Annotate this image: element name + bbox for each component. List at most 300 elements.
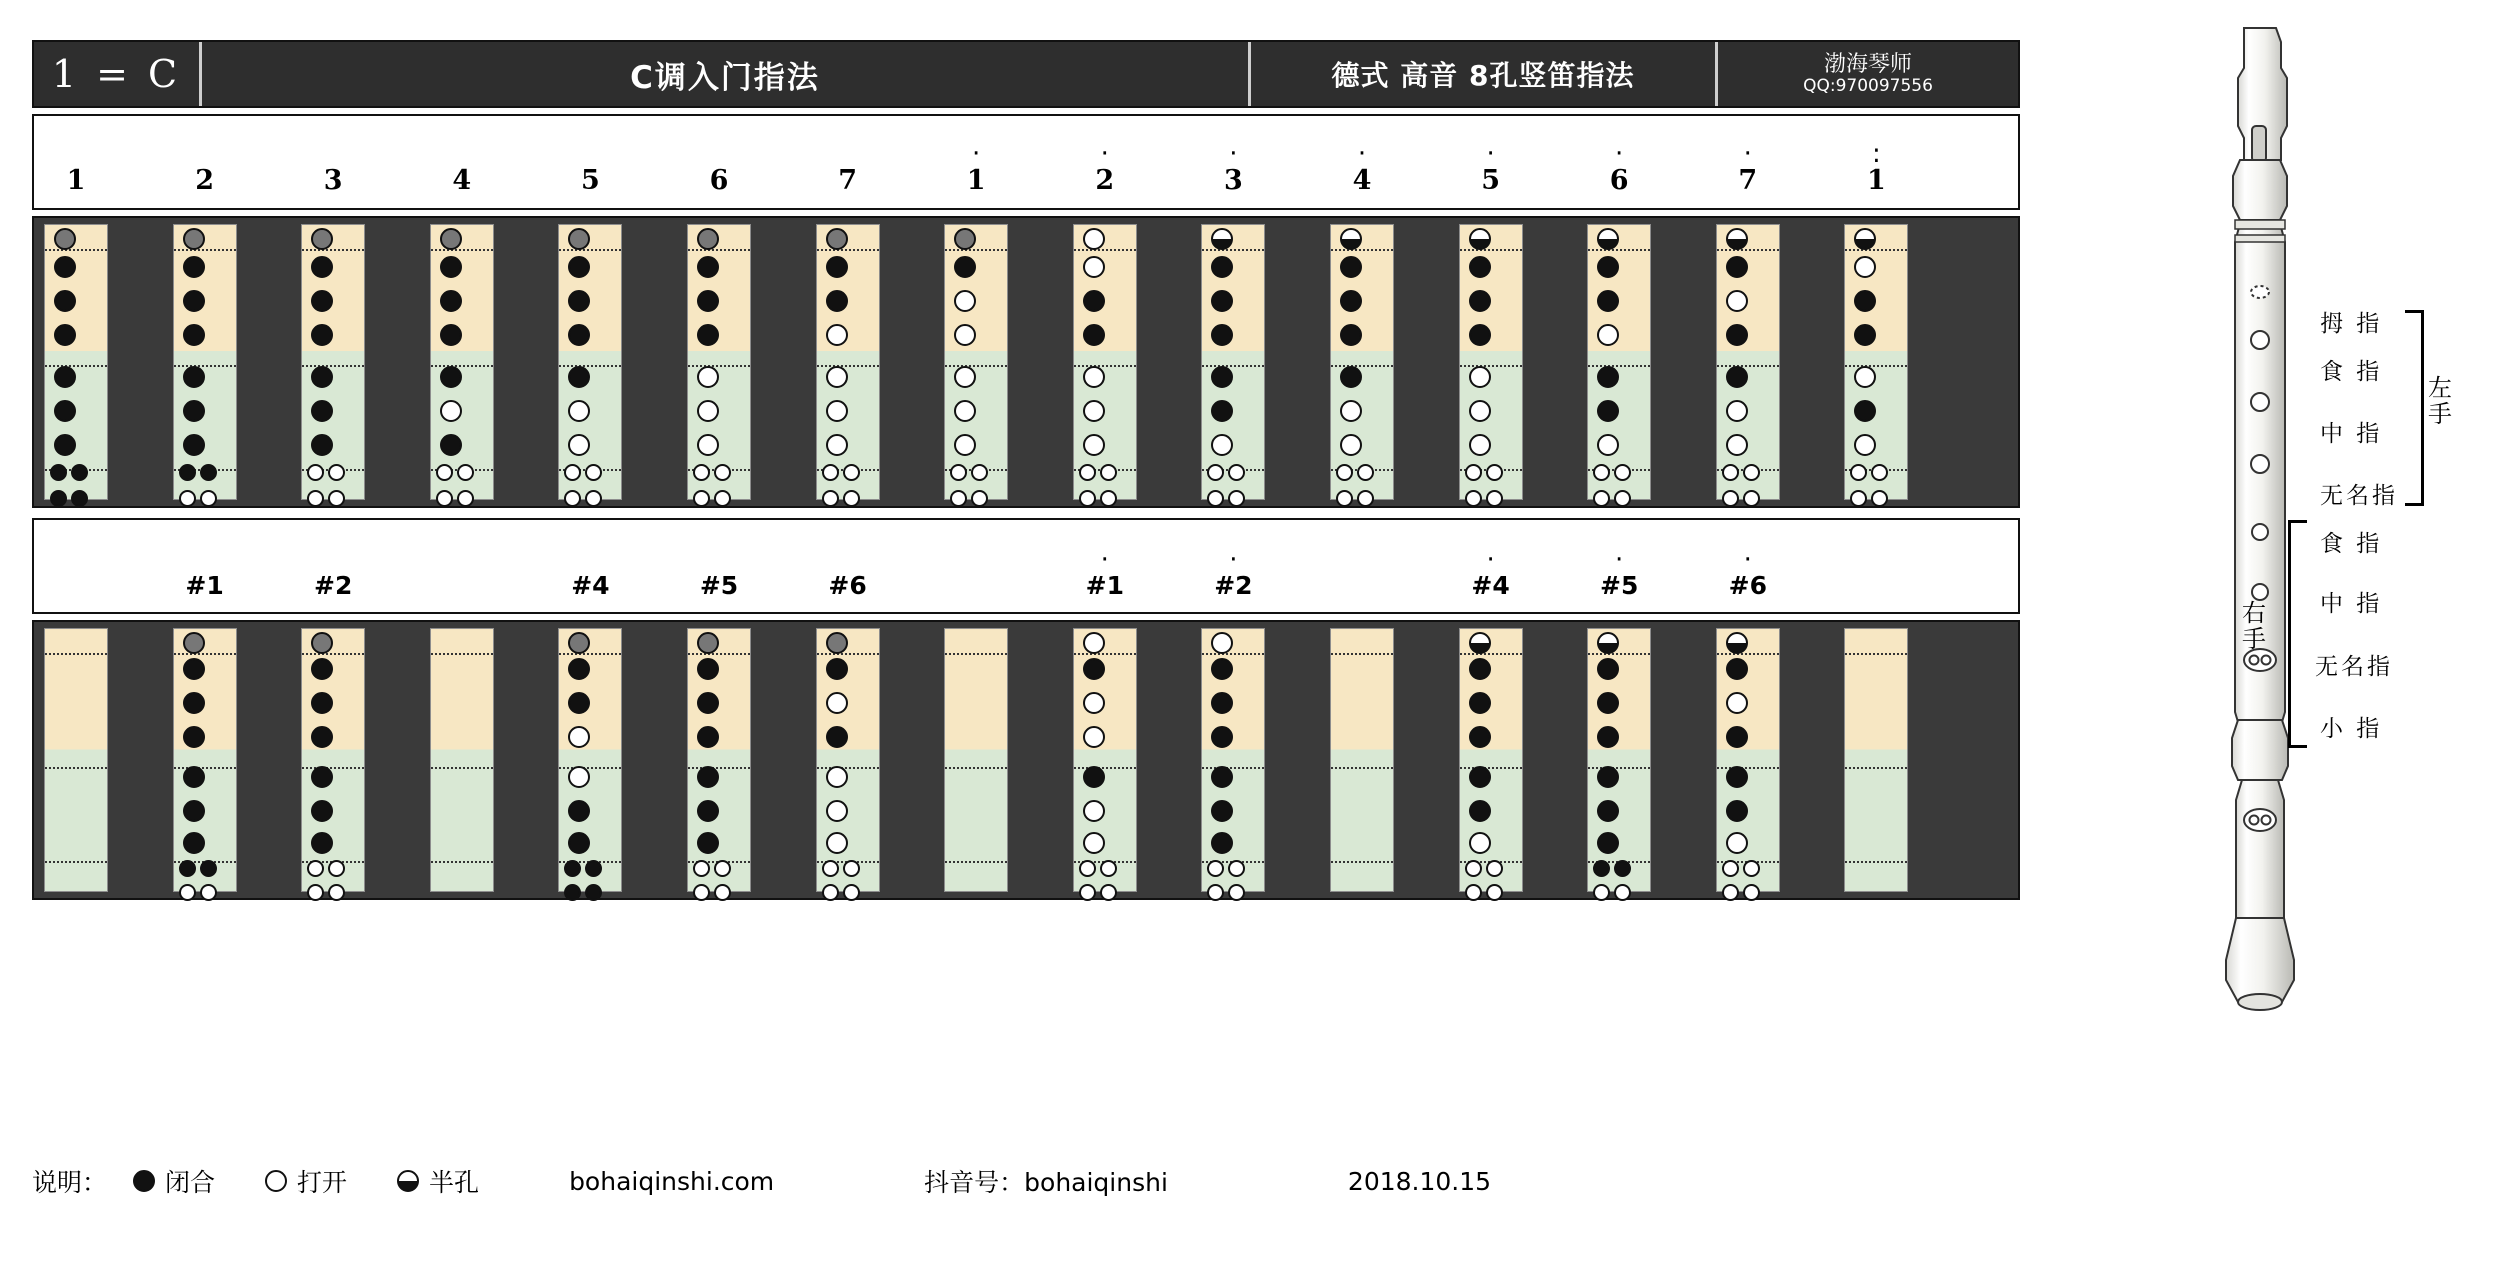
sharp-note-sharp2 bbox=[273, 520, 393, 612]
closed-hole-icon bbox=[1340, 324, 1362, 346]
half-hole-icon bbox=[1726, 228, 1748, 250]
open-hole-icon bbox=[200, 490, 217, 507]
left-finger-label-3: 无名指 bbox=[2320, 483, 2398, 509]
closed-hole-icon bbox=[1726, 800, 1748, 822]
open-hole-icon bbox=[826, 766, 848, 788]
open-hole-icon bbox=[1079, 464, 1096, 481]
note-label: 2 bbox=[1095, 165, 1115, 196]
note-label: 7 bbox=[838, 165, 857, 196]
divider bbox=[559, 249, 621, 251]
open-hole-icon bbox=[971, 490, 988, 507]
closed-hole-icon bbox=[1469, 766, 1491, 788]
closed-hole-icon bbox=[200, 464, 217, 481]
open-hole-icon bbox=[1340, 434, 1362, 456]
sharp-note-row bbox=[32, 518, 2020, 614]
divider bbox=[1845, 653, 1907, 655]
divider bbox=[174, 653, 236, 655]
open-hole-icon bbox=[1726, 434, 1748, 456]
sharp-note-sharp4 bbox=[1431, 520, 1551, 612]
natural-note-7 bbox=[1688, 116, 1808, 208]
open-hole-icon bbox=[1083, 434, 1105, 456]
closed-hole-icon bbox=[1469, 692, 1491, 714]
right-finger-label-3: 小 指 bbox=[2320, 716, 2383, 742]
note-label: 5 bbox=[580, 165, 600, 196]
note-label: 4 bbox=[452, 165, 472, 196]
natural-note-6 bbox=[659, 116, 779, 208]
divider bbox=[1331, 365, 1393, 367]
left-finger-label-0: 拇 指 bbox=[2320, 311, 2383, 337]
note-octave-dot: · bbox=[1229, 139, 1238, 169]
natural-note-6 bbox=[1559, 116, 1679, 208]
right-finger-label-1: 中 指 bbox=[2320, 591, 2383, 617]
open-hole-icon bbox=[1726, 832, 1748, 854]
closed-hole-icon bbox=[179, 464, 196, 481]
open-hole-icon bbox=[1083, 726, 1105, 748]
natural-note-5 bbox=[1431, 116, 1551, 208]
divider bbox=[302, 249, 364, 251]
closed-hole-icon bbox=[133, 1170, 155, 1192]
closed-hole-icon bbox=[1726, 256, 1748, 278]
sharp-note-sharp1 bbox=[1045, 520, 1165, 612]
thumb-hole-icon bbox=[183, 228, 205, 250]
divider bbox=[1845, 861, 1907, 863]
open-hole-icon bbox=[1100, 860, 1117, 877]
page-title: C调入门指法 bbox=[630, 59, 820, 96]
note-label: #4 bbox=[1471, 571, 1510, 600]
thumb-hole-icon bbox=[440, 228, 462, 250]
open-hole-icon bbox=[1465, 860, 1482, 877]
open-hole-icon bbox=[843, 464, 860, 481]
closed-hole-icon bbox=[1469, 256, 1491, 278]
open-hole-icon bbox=[1722, 490, 1739, 507]
open-hole-icon bbox=[1850, 490, 1867, 507]
fingering-column bbox=[944, 628, 1008, 892]
divider bbox=[1074, 653, 1136, 655]
note-octave-dot: · bbox=[1615, 545, 1624, 575]
divider bbox=[174, 767, 236, 769]
open-hole-icon bbox=[585, 490, 602, 507]
closed-hole-icon bbox=[1469, 290, 1491, 312]
closed-hole-icon bbox=[179, 860, 196, 877]
open-hole-icon bbox=[457, 464, 474, 481]
open-hole-icon bbox=[307, 884, 324, 901]
open-hole-icon bbox=[1079, 884, 1096, 901]
sharp-note-sharp5 bbox=[1559, 520, 1679, 612]
divider bbox=[45, 653, 107, 655]
note-label: #1 bbox=[1085, 571, 1124, 600]
closed-hole-icon bbox=[1083, 658, 1105, 680]
open-hole-icon bbox=[1357, 464, 1374, 481]
open-hole-icon bbox=[697, 400, 719, 422]
open-hole-icon bbox=[1465, 884, 1482, 901]
open-hole-icon bbox=[1083, 228, 1105, 250]
open-hole-icon bbox=[714, 490, 731, 507]
open-hole-icon bbox=[1340, 400, 1362, 422]
open-hole-icon bbox=[328, 884, 345, 901]
divider bbox=[1331, 861, 1393, 863]
divider bbox=[1588, 653, 1650, 655]
natural-note-3 bbox=[273, 116, 393, 208]
note-octave-dot: · bbox=[1743, 139, 1752, 169]
open-hole-icon bbox=[1083, 692, 1105, 714]
divider bbox=[945, 861, 1007, 863]
divider bbox=[302, 653, 364, 655]
closed-hole-icon bbox=[54, 434, 76, 456]
divider bbox=[945, 653, 1007, 655]
open-hole-icon bbox=[1083, 256, 1105, 278]
closed-hole-icon bbox=[697, 800, 719, 822]
open-hole-icon bbox=[1083, 832, 1105, 854]
douyin-id: 抖音号：bohaiqinshi bbox=[924, 1168, 1168, 1197]
divider bbox=[1717, 653, 1779, 655]
legend-closed-label: 闭合 bbox=[165, 1168, 216, 1197]
open-hole-icon bbox=[1100, 490, 1117, 507]
closed-hole-icon bbox=[71, 490, 88, 507]
right-hand-brace bbox=[2288, 520, 2307, 748]
open-hole-icon bbox=[1336, 464, 1353, 481]
divider bbox=[1845, 365, 1907, 367]
open-hole-icon bbox=[826, 832, 848, 854]
open-hole-icon bbox=[714, 860, 731, 877]
brand-block bbox=[1718, 42, 2018, 106]
closed-hole-icon bbox=[183, 400, 205, 422]
closed-hole-icon bbox=[440, 256, 462, 278]
closed-hole-icon bbox=[200, 860, 217, 877]
open-hole-icon bbox=[1469, 832, 1491, 854]
natural-fingering-grid bbox=[32, 216, 2020, 508]
website-link[interactable]: bohaiqinshi.com bbox=[569, 1166, 775, 1196]
right-hand-label: 右 手 bbox=[2242, 599, 2269, 654]
note-octave-dot: · bbox=[1486, 139, 1495, 169]
note-label: 3 bbox=[323, 165, 343, 196]
divider bbox=[1074, 365, 1136, 367]
open-hole-icon bbox=[697, 366, 719, 388]
closed-hole-icon bbox=[1469, 726, 1491, 748]
closed-hole-icon bbox=[183, 658, 205, 680]
open-hole-icon bbox=[1614, 490, 1631, 507]
chart-date: 2018.10.15 bbox=[1347, 1166, 1492, 1196]
note-octave-dot: · bbox=[1357, 139, 1367, 169]
note-label: 7 bbox=[1738, 165, 1758, 196]
fingering-column bbox=[430, 628, 494, 892]
half-hole-icon bbox=[1469, 228, 1491, 250]
recorder-illustration-panel bbox=[2060, 20, 2480, 1270]
open-hole-icon bbox=[436, 490, 453, 507]
legend-open-label: 打开 bbox=[297, 1168, 348, 1197]
open-hole-icon bbox=[1486, 464, 1503, 481]
open-hole-icon bbox=[1100, 464, 1117, 481]
open-hole-icon bbox=[843, 860, 860, 877]
note-label: 1 bbox=[966, 165, 986, 196]
divider bbox=[688, 365, 750, 367]
note-octave-dot: · bbox=[1743, 545, 1752, 575]
closed-hole-icon bbox=[440, 290, 462, 312]
divider bbox=[1202, 365, 1264, 367]
note-label: #6 bbox=[828, 571, 867, 600]
divider bbox=[945, 767, 1007, 769]
closed-hole-icon bbox=[697, 324, 719, 346]
divider bbox=[431, 653, 493, 655]
open-hole-icon bbox=[1100, 884, 1117, 901]
divider bbox=[1460, 249, 1522, 251]
open-hole-icon bbox=[822, 490, 839, 507]
note-label: 1 bbox=[66, 165, 86, 196]
divider bbox=[45, 861, 107, 863]
closed-hole-icon bbox=[585, 884, 602, 901]
closed-hole-icon bbox=[183, 434, 205, 456]
closed-hole-icon bbox=[183, 256, 205, 278]
open-hole-icon bbox=[1486, 490, 1503, 507]
divider bbox=[1202, 767, 1264, 769]
divider bbox=[45, 365, 107, 367]
open-hole-icon bbox=[697, 434, 719, 456]
closed-hole-icon bbox=[50, 490, 67, 507]
sharp-note-sharp6 bbox=[788, 520, 908, 612]
closed-hole-icon bbox=[1726, 324, 1748, 346]
open-hole-icon bbox=[1726, 400, 1748, 422]
open-hole-icon bbox=[1743, 884, 1760, 901]
divider bbox=[1460, 365, 1522, 367]
note-octave-dot: · bbox=[1229, 545, 1238, 575]
divider bbox=[817, 365, 879, 367]
legend-prefix: 说明： bbox=[32, 1168, 108, 1197]
natural-note-4 bbox=[1302, 116, 1422, 208]
note-octave-dot: · bbox=[1100, 139, 1109, 169]
open-hole-icon bbox=[1722, 884, 1739, 901]
open-hole-icon bbox=[1486, 860, 1503, 877]
divider bbox=[174, 365, 236, 367]
open-hole-icon bbox=[1726, 692, 1748, 714]
closed-hole-icon bbox=[183, 832, 205, 854]
closed-hole-icon bbox=[1083, 766, 1105, 788]
closed-hole-icon bbox=[1726, 766, 1748, 788]
open-hole-icon bbox=[1083, 366, 1105, 388]
note-label: 6 bbox=[709, 165, 729, 196]
note-label: #6 bbox=[1728, 571, 1767, 600]
note-octave-dot: · bbox=[972, 139, 981, 169]
closed-hole-icon bbox=[564, 884, 581, 901]
closed-hole-icon bbox=[826, 726, 848, 748]
closed-hole-icon bbox=[440, 434, 462, 456]
divider bbox=[45, 767, 107, 769]
open-hole-icon bbox=[714, 464, 731, 481]
natural-note-3 bbox=[1173, 116, 1293, 208]
open-hole-icon bbox=[328, 490, 345, 507]
closed-hole-icon bbox=[50, 464, 67, 481]
closed-hole-icon bbox=[1340, 256, 1362, 278]
closed-hole-icon bbox=[1726, 658, 1748, 680]
natural-note-1 bbox=[16, 116, 136, 208]
thumb-hole-icon bbox=[697, 228, 719, 250]
closed-hole-icon bbox=[183, 366, 205, 388]
open-hole-icon bbox=[714, 884, 731, 901]
note-octave-dot: · bbox=[1486, 545, 1495, 575]
closed-hole-icon bbox=[71, 464, 88, 481]
note-label: 5 bbox=[1481, 165, 1500, 196]
open-hole-icon bbox=[1228, 490, 1245, 507]
divider bbox=[817, 249, 879, 251]
note-octave-dot: : bbox=[1872, 139, 1881, 169]
note-label: #2 bbox=[314, 571, 353, 600]
open-hole-icon bbox=[1083, 400, 1105, 422]
divider bbox=[1460, 767, 1522, 769]
sharp-note-sharp5 bbox=[659, 520, 779, 612]
open-hole-icon bbox=[1207, 884, 1224, 901]
note-label: 3 bbox=[1223, 165, 1243, 196]
divider bbox=[431, 249, 493, 251]
note-label: #1 bbox=[185, 571, 224, 600]
natural-note-2 bbox=[145, 116, 265, 208]
note-octave-dot: · bbox=[1100, 545, 1109, 575]
open-hole-icon bbox=[1743, 860, 1760, 877]
open-hole-icon bbox=[179, 490, 196, 507]
divider bbox=[431, 365, 493, 367]
closed-hole-icon bbox=[440, 324, 462, 346]
closed-hole-icon bbox=[440, 366, 462, 388]
divider bbox=[1460, 653, 1522, 655]
divider bbox=[302, 365, 364, 367]
sharp-note-sharp2 bbox=[1173, 520, 1293, 612]
open-hole-icon bbox=[307, 490, 324, 507]
open-hole-icon bbox=[1207, 490, 1224, 507]
divider bbox=[174, 249, 236, 251]
open-hole-icon bbox=[1614, 884, 1631, 901]
open-hole-icon bbox=[822, 464, 839, 481]
closed-hole-icon bbox=[1340, 366, 1362, 388]
open-hole-icon bbox=[1593, 490, 1610, 507]
closed-hole-icon bbox=[697, 766, 719, 788]
closed-hole-icon bbox=[1469, 800, 1491, 822]
divider bbox=[1074, 767, 1136, 769]
open-hole-icon bbox=[826, 434, 848, 456]
closed-hole-icon bbox=[54, 324, 76, 346]
divider bbox=[302, 767, 364, 769]
open-hole-icon bbox=[1722, 464, 1739, 481]
divider bbox=[817, 767, 879, 769]
open-hole-icon bbox=[693, 860, 710, 877]
thumb-hole-icon bbox=[54, 228, 76, 250]
closed-hole-icon bbox=[1340, 290, 1362, 312]
closed-hole-icon bbox=[826, 290, 848, 312]
right-finger-label-2: 无名指 bbox=[2315, 654, 2393, 680]
note-label: #2 bbox=[1214, 571, 1253, 600]
open-hole-icon bbox=[1465, 464, 1482, 481]
half-hole-icon bbox=[1469, 632, 1491, 654]
open-hole-icon bbox=[843, 490, 860, 507]
left-hand-label: 左 手 bbox=[2428, 374, 2455, 429]
note-label: #4 bbox=[571, 571, 610, 600]
closed-hole-icon bbox=[697, 290, 719, 312]
open-hole-icon bbox=[457, 490, 474, 507]
open-hole-icon bbox=[1336, 490, 1353, 507]
closed-hole-icon bbox=[183, 290, 205, 312]
closed-hole-icon bbox=[1726, 366, 1748, 388]
note-label: #5 bbox=[699, 571, 739, 600]
open-hole-icon bbox=[826, 324, 848, 346]
divider bbox=[1331, 653, 1393, 655]
chart-header bbox=[32, 40, 2020, 108]
half-hole-icon bbox=[1726, 632, 1748, 654]
open-hole-icon bbox=[826, 366, 848, 388]
note-label: 2 bbox=[195, 165, 214, 196]
divider bbox=[1588, 249, 1650, 251]
thumb-hole-icon bbox=[183, 632, 205, 654]
open-hole-icon bbox=[1083, 632, 1105, 654]
open-hole-icon bbox=[1469, 366, 1491, 388]
open-hole-icon bbox=[693, 490, 710, 507]
open-hole-icon bbox=[440, 400, 462, 422]
divider bbox=[559, 365, 621, 367]
open-hole-icon bbox=[265, 1170, 287, 1192]
note-label: 4 bbox=[1352, 165, 1372, 196]
left-finger-label-2: 中 指 bbox=[2320, 421, 2383, 447]
open-hole-icon bbox=[1726, 290, 1748, 312]
natural-note-row bbox=[32, 114, 2020, 210]
fingering-column bbox=[1330, 628, 1394, 892]
divider bbox=[1202, 249, 1264, 251]
legend-half-label: 半孔 bbox=[429, 1168, 480, 1197]
open-hole-icon bbox=[826, 692, 848, 714]
open-hole-icon bbox=[200, 884, 217, 901]
closed-hole-icon bbox=[1726, 726, 1748, 748]
closed-hole-icon bbox=[697, 832, 719, 854]
closed-hole-icon bbox=[697, 726, 719, 748]
divider bbox=[1717, 767, 1779, 769]
closed-hole-icon bbox=[183, 800, 205, 822]
sharp-note-sharp1 bbox=[145, 520, 265, 612]
closed-hole-icon bbox=[183, 324, 205, 346]
closed-hole-icon bbox=[183, 692, 205, 714]
divider bbox=[1717, 249, 1779, 251]
open-hole-icon bbox=[1722, 860, 1739, 877]
thumb-hole-icon bbox=[826, 632, 848, 654]
closed-hole-icon bbox=[54, 400, 76, 422]
open-hole-icon bbox=[564, 490, 581, 507]
fingering-column bbox=[44, 628, 108, 892]
half-hole-icon bbox=[1340, 228, 1362, 250]
thumb-hole-icon bbox=[826, 228, 848, 250]
open-hole-icon bbox=[1469, 434, 1491, 456]
closed-hole-icon bbox=[54, 290, 76, 312]
open-hole-icon bbox=[826, 400, 848, 422]
divider bbox=[1074, 249, 1136, 251]
closed-hole-icon bbox=[697, 692, 719, 714]
sharp-fingering-grid bbox=[32, 620, 2020, 900]
left-finger-label-1: 食 指 bbox=[2320, 359, 2383, 385]
open-hole-icon bbox=[1871, 490, 1888, 507]
closed-hole-icon bbox=[697, 256, 719, 278]
closed-hole-icon bbox=[826, 658, 848, 680]
divider bbox=[1588, 365, 1650, 367]
open-hole-icon bbox=[1465, 490, 1482, 507]
half-hole-icon bbox=[397, 1170, 419, 1192]
open-hole-icon bbox=[822, 884, 839, 901]
fingering-chart-panel bbox=[32, 40, 2020, 1220]
open-hole-icon bbox=[1228, 884, 1245, 901]
divider bbox=[1588, 767, 1650, 769]
note-octave-dot: · bbox=[1615, 139, 1624, 169]
closed-hole-icon bbox=[697, 658, 719, 680]
divider bbox=[1717, 365, 1779, 367]
divider bbox=[945, 365, 1007, 367]
divider bbox=[1845, 249, 1907, 251]
divider bbox=[1202, 653, 1264, 655]
open-hole-icon bbox=[950, 490, 967, 507]
sharp-note-sharp4 bbox=[530, 520, 650, 612]
open-hole-icon bbox=[693, 464, 710, 481]
closed-hole-icon bbox=[1469, 658, 1491, 680]
note-label: 6 bbox=[1609, 165, 1629, 196]
